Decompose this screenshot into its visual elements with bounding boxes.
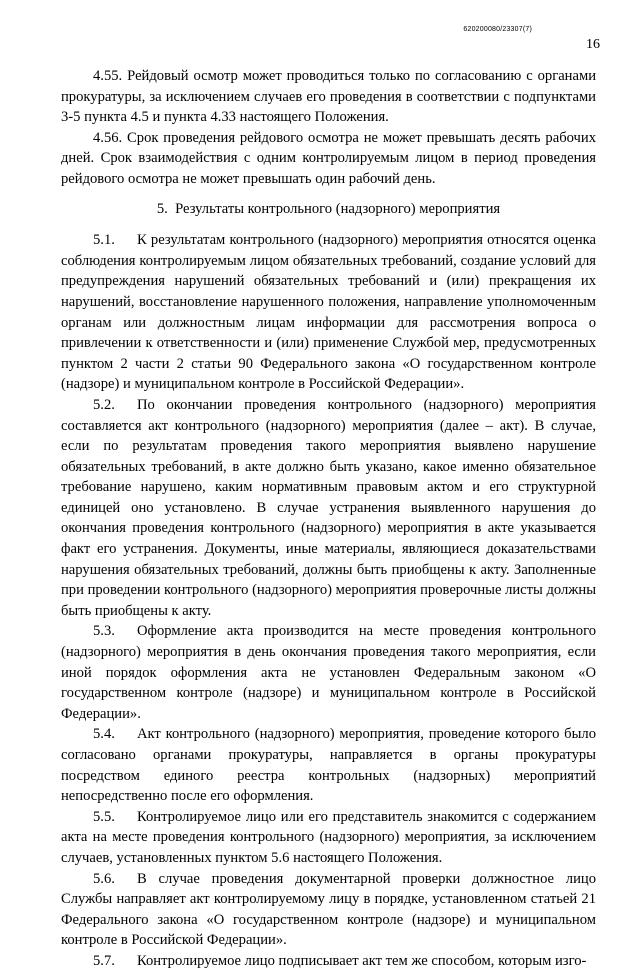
section-title: 5. Результаты контрольного (надзорного) мероприятия bbox=[156, 200, 501, 217]
paragraph-5-3 bbox=[61, 621, 596, 724]
page-number: 16 bbox=[586, 37, 600, 52]
document-code: 620200080/23307(7) bbox=[463, 26, 532, 33]
paragraph-number: 5.4. bbox=[93, 726, 115, 743]
paragraph-text: Контролируемое лицо подписывает акт тем же способом, которым изго- bbox=[137, 952, 587, 969]
paragraph-number: 5.6. bbox=[93, 870, 115, 887]
paragraph-5-6 bbox=[61, 869, 596, 951]
paragraph-text: По окончании проведения контрольного (надзорного) мероприятия составляется акт контрольного (надзорного) мероприятия (далее – акт). В случае, если по результатам проведения такого мероприятия выявлено нарушение обязательных требований, в акте должно быть указано, какое именно обязательное требование нарушено, каким нормативным правовым актом и его структурной единицей оно установлено. В случае устранения выявленного нарушения до окончания проведения контрольного (надзорного) мероприятия в акте указывается факт его устранения. Документы, иные материалы, являющиеся доказательствами нарушения обязательных требований, должны быть приобщены к акту. Заполненные при проведении контрольного (надзорного) мероприятия проверочные листы должны быть приобщены к акту. bbox=[61, 396, 597, 619]
paragraph-number: 5.7. bbox=[93, 952, 115, 969]
paragraph-text: 4.56. Срок проведения рейдового осмотра не может превышать десять рабочих дней. Срок взаимодействия с одним контролируемым лицом в период проведения рейдового осмотра не может превышать один рабочий день. bbox=[61, 129, 596, 187]
paragraph-5-1 bbox=[61, 230, 596, 395]
paragraph-5-2 bbox=[61, 395, 596, 622]
paragraph-text: Акт контрольного (надзорного) мероприятия, проведение которого было согласовано органами прокуратуры, направляется в органы прокуратуры посредством единого реестра контрольных (надзорных) мероприятий непосредственно после его оформления. bbox=[61, 726, 596, 805]
paragraph-number: 5.3. bbox=[93, 623, 115, 640]
paragraph-5-4 bbox=[61, 724, 596, 806]
paragraph-number: 5.5. bbox=[93, 808, 115, 825]
paragraph-text: 4.55. Рейдовый осмотр может проводиться только по согласованию с органами прокуратуры, за исключением случаев его проведения в соответствии с подпунктами 3-5 пункта 4.5 и пункта 4.33 настоящего Положения. bbox=[61, 68, 596, 126]
paragraph-text: Оформление акта производится на месте проведения контрольного (надзорного) мероприятия в день окончания проведения такого мероприятия, если иной порядок оформления акта не установлен Федеральным законом «О государственном контроле (надзоре) и муниципальном контроле в Российской Федерации». bbox=[61, 623, 596, 722]
paragraph-number: 5.1. bbox=[93, 232, 115, 249]
paragraph-number: 5.2. bbox=[93, 396, 115, 413]
paragraph-text: В случае проведения документарной проверки должностное лицо Службы направляет акт контролируемому лицу в порядке, установленном статьей 21 Федерального закона «О государственном контроле (надзоре) и муниципальном контроле в Российской Федерации». bbox=[61, 870, 596, 949]
document-body bbox=[61, 66, 596, 972]
paragraph-text: К результатам контрольного (надзорного) мероприятия относятся оценка соблюдения контролируемым лицом обязательных требований, создание условий для предупреждения нарушений обязательных требований и (или) прекращения их нарушений, восстановление нарушенного положения, направление уполномоченным органам или должностным лицам информации для рассмотрения вопроса о привлечении к ответственности и (или) применение Службой мер, предусмотренных пунктом 2 части 2 статьи 90 Федерального закона «О государственном контроле (надзоре) и муниципальном контроле в Российской Федерации». bbox=[61, 232, 596, 393]
paragraph-4-55 bbox=[61, 66, 596, 128]
paragraph-4-56 bbox=[61, 128, 596, 190]
paragraph-text: Контролируемое лицо или его представитель знакомится с содержанием акта на месте проведения контрольного (надзорного) мероприятия, за исключением случаев, установленных пунктом 5.6 настоящего Положения. bbox=[61, 808, 596, 866]
paragraph-5-5 bbox=[61, 807, 596, 869]
paragraph-5-7 bbox=[61, 951, 596, 972]
